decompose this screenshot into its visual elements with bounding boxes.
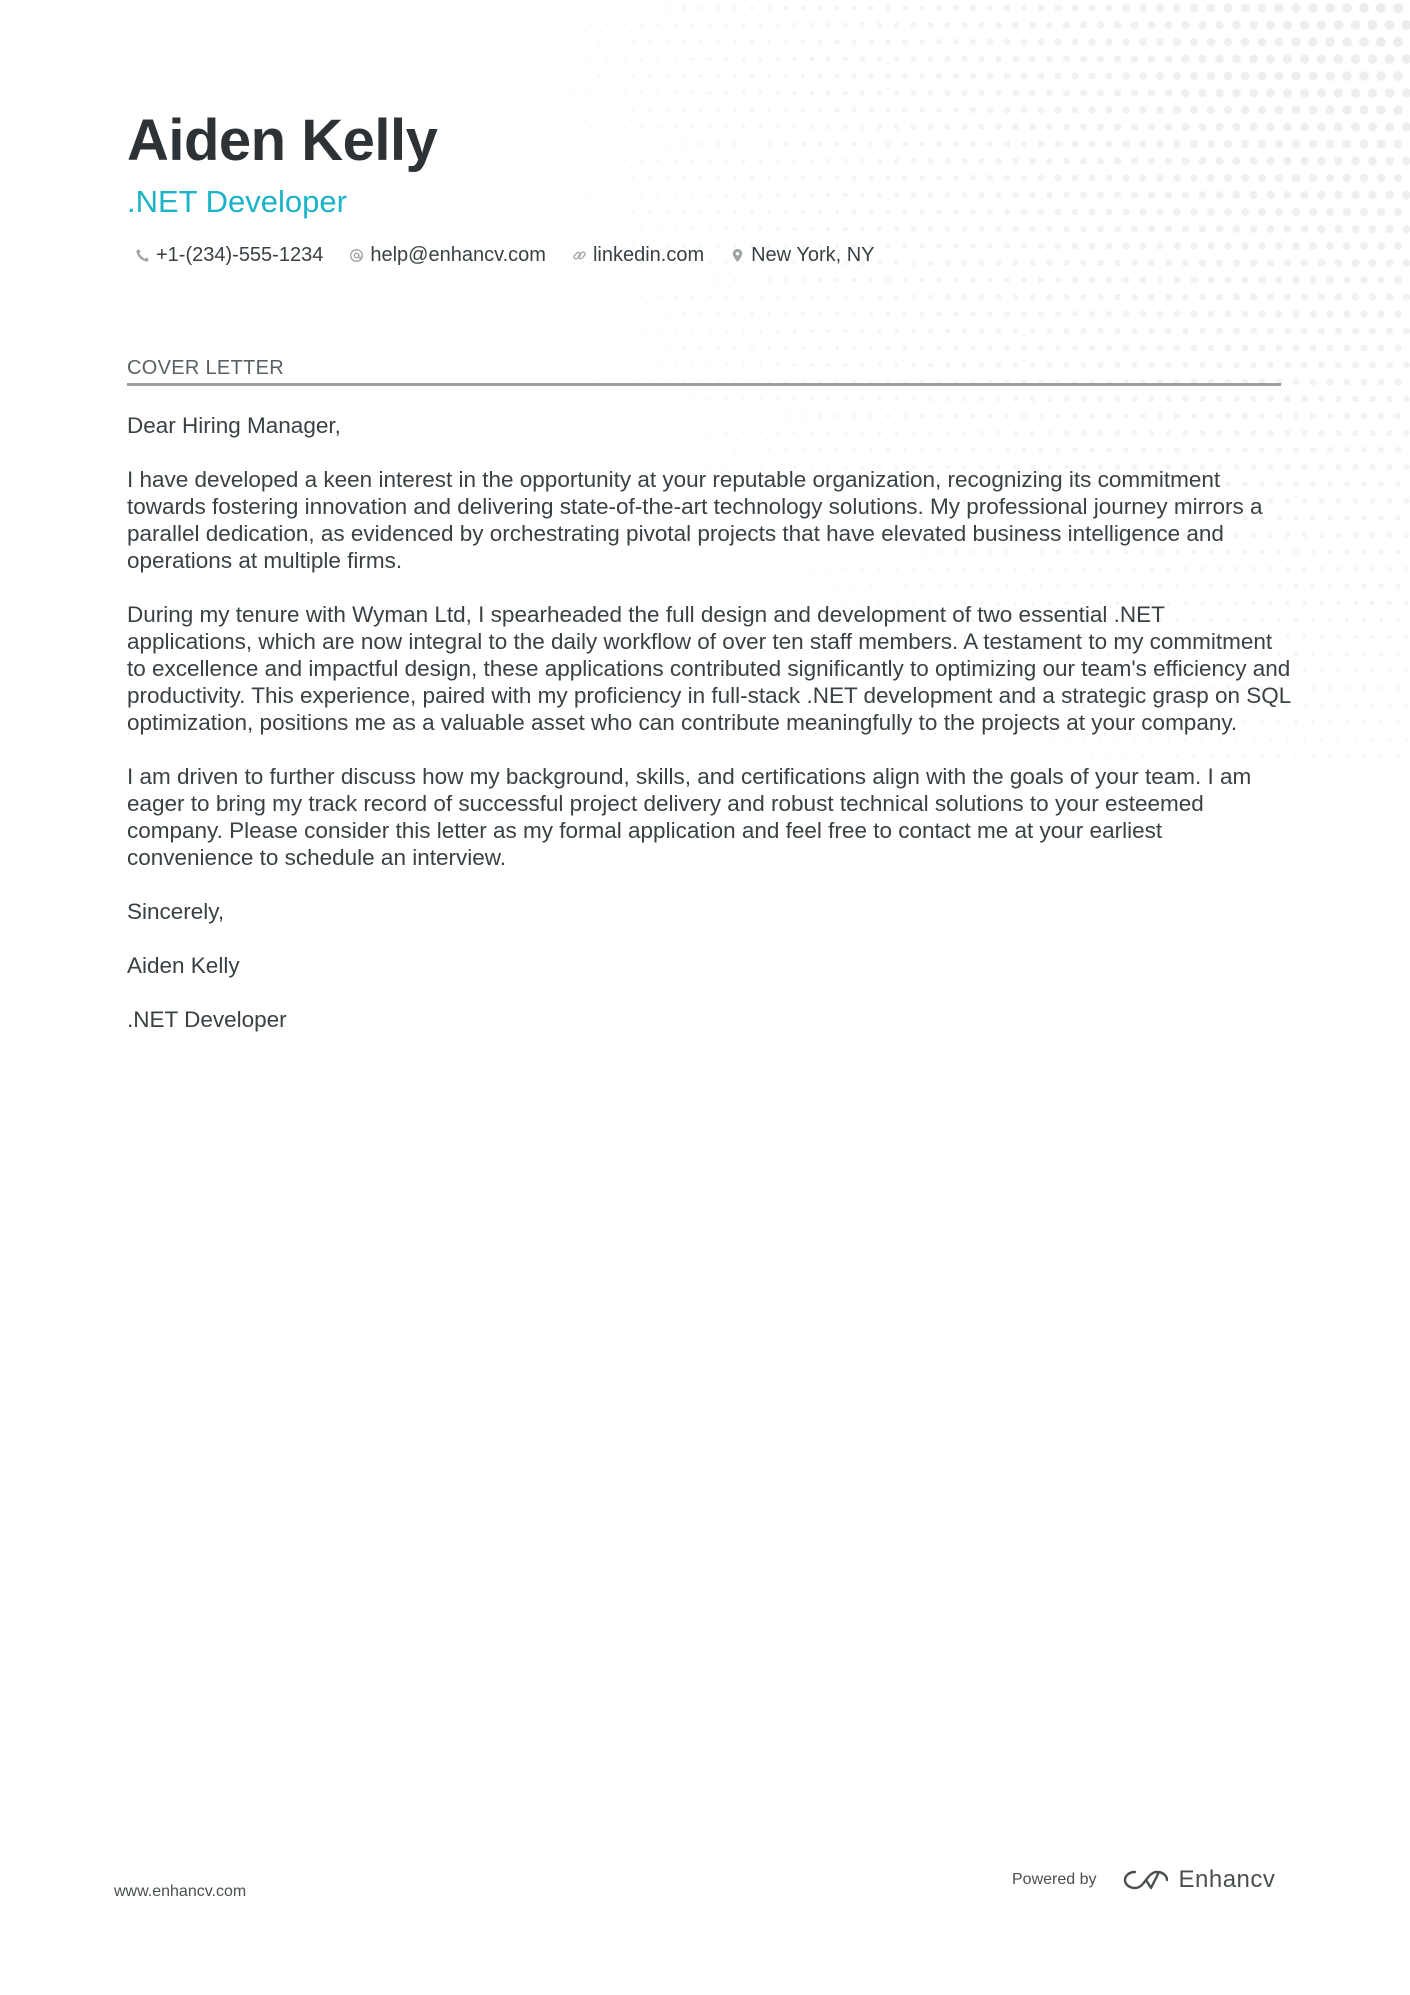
contact-location — [730, 244, 874, 267]
email-text: help@enhancv.com — [370, 244, 546, 266]
brand-name: Enhancv — [1178, 1866, 1276, 1893]
candidate-title: .NET Developer — [127, 184, 347, 219]
phone-icon — [135, 248, 150, 263]
letter-paragraph: During my tenure with Wyman Ltd, I spearheaded the full design and development of two essential .NET applications, which are now integral to the daily workflow of over ten staff members. A testament to my commitment to excellence and impactful design, these applications contributed significantly to optimizing our team's efficiency and productivity. This experience, paired with my proficiency in full-stack .NET development and a strategic grasp on SQL optimization, positions me as a valuable asset who can contribute meaningfully to the projects at your company. — [127, 602, 1291, 735]
footer-website-link[interactable]: www.enhancv.com — [114, 1883, 247, 1900]
signature-title: .NET Developer — [127, 1007, 287, 1032]
letter-paragraph: I have developed a keen interest in the opportunity at your reputable organization, recognizing its commitment towards fostering innovation and delivering state-of-the-art technology solutions. My professional journey mirrors a parallel dedication, as evidenced by orchestrating pivotal projects that have elevated business intelligence and operations at multiple firms. — [127, 467, 1263, 573]
section-heading-cover-letter: COVER LETTER — [127, 357, 1281, 386]
signature-name: Aiden Kelly — [127, 953, 240, 978]
link-icon — [572, 248, 587, 263]
location-pin-icon — [730, 248, 745, 263]
contact-phone[interactable] — [135, 244, 323, 267]
letter-closing: Sincerely, — [127, 899, 225, 924]
enhancv-logo-icon — [1123, 1868, 1169, 1892]
candidate-name: Aiden Kelly — [127, 108, 438, 173]
phone-text: +1-(234)-555-1234 — [156, 244, 324, 266]
letter-greeting: Dear Hiring Manager, — [127, 413, 341, 438]
powered-by-label: Powered by — [1012, 1871, 1097, 1888]
contact-email[interactable] — [349, 244, 546, 267]
letter-paragraph: I am driven to further discuss how my background, skills, and certifications align with the goals of your team. I am eager to bring my track record of successful project delivery and robust technical solutions to your esteemed company. Please consider this letter as my formal application and feel free to contact me at your earliest convenience to schedule an interview. — [127, 764, 1252, 870]
enhancv-brand-link[interactable] — [1123, 1866, 1276, 1894]
footer-branding — [1012, 1866, 1275, 1894]
contact-bar — [135, 244, 875, 267]
contact-linkedin[interactable] — [572, 244, 704, 267]
location-text: New York, NY — [751, 244, 875, 266]
letter-body — [127, 412, 1292, 1060]
at-icon — [349, 248, 364, 263]
linkedin-text: linkedin.com — [592, 244, 705, 266]
